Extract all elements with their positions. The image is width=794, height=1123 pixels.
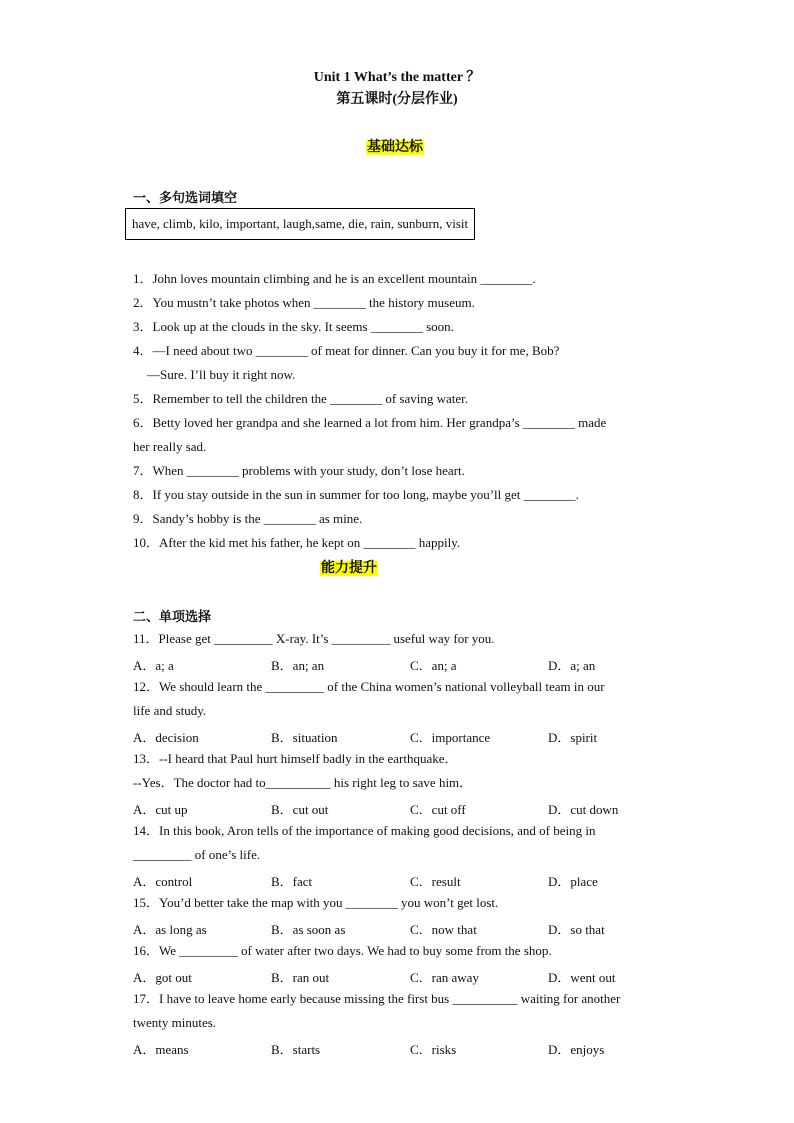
option-d: D．place (548, 874, 598, 889)
part2-heading: 二、单项选择 (133, 609, 212, 624)
option-a: A．got out (133, 970, 192, 985)
option-d: D．so that (548, 922, 605, 937)
option-c: C．result (410, 874, 461, 889)
option-c: C．cut off (410, 802, 466, 817)
option-d: D．went out (548, 970, 616, 985)
option-b: B．as soon as (271, 922, 346, 937)
option-a: A．as long as (133, 922, 207, 937)
option-d: D．spirit (548, 730, 598, 745)
part1-heading: 一、多句选词填空 (133, 190, 238, 205)
option-b: B．ran out (271, 970, 330, 985)
question-line: 9．Sandy’s hobby is the ________ as mine. (133, 511, 363, 526)
question-stem: --Yes．The doctor had to__________ his right leg to save him． (133, 775, 473, 790)
question-line: 6．Betty loved her grandpa and she learned a lot from him. Her grandpa’s ________ made (133, 415, 607, 430)
level-advanced-label: 能力提升 (321, 561, 377, 576)
question-stem: 13．--I heard that Paul hurt himself badly in the earthquake． (133, 751, 458, 766)
question-line: her really sad. (133, 439, 207, 454)
page-title: Unit 1 What’s the matter ？ (313, 70, 481, 85)
option-a: A．means (133, 1042, 189, 1057)
option-d: D．a; an (548, 658, 596, 673)
option-c: C．risks (410, 1042, 457, 1057)
question-stem: 14．In this book, Aron tells of the importance of making good decisions, and of being in (133, 823, 596, 838)
option-b: B．cut out (271, 802, 329, 817)
question-stem: 12．We should learn the _________ of the China women’s national volleyball team in our (133, 679, 605, 694)
option-c: C．ran away (410, 970, 479, 985)
option-b: B．fact (271, 874, 313, 889)
option-c: C．importance (410, 730, 491, 745)
level-basic-label: 基础达标 (367, 140, 423, 155)
question-line: 2．You mustn’t take photos when ________ the history museum. (133, 295, 475, 310)
word-bank-box: have, climb, kilo, important, laugh,same, die, rain, sunburn, visit (125, 208, 475, 240)
question-stem: twenty minutes. (133, 1015, 217, 1030)
question-line: 3．Look up at the clouds in the sky. It seems ________ soon. (133, 319, 454, 334)
question-line: 7．When ________ problems with your study, don’t lose heart. (133, 463, 465, 478)
option-c: C．an; a (410, 658, 457, 673)
option-c: C．now that (410, 922, 477, 937)
option-b: B．situation (271, 730, 338, 745)
level-badge-basic (366, 136, 424, 156)
question-stem: 11．Please get _________ X-ray. It’s _________ useful way for you. (133, 631, 495, 646)
level-badge-advanced (320, 557, 378, 577)
question-line: 4．—I need about two ________ of meat for dinner. Can you buy it for me, Bob? (133, 343, 560, 358)
question-stem: _________ of one’s life. (133, 847, 261, 862)
question-line: 8．If you stay outside in the sun in summer for too long, maybe you’ll get ________. (133, 487, 579, 502)
question-stem: 16．We _________ of water after two days. We had to buy some from the shop. (133, 943, 552, 958)
question-line: 1．John loves mountain climbing and he is an excellent mountain ________. (133, 271, 536, 286)
option-a: A．control (133, 874, 193, 889)
page-subtitle: 第五课时(分层作业) (336, 92, 458, 107)
question-line: 5．Remember to tell the children the ________ of saving water. (133, 391, 469, 406)
option-b: B．starts (271, 1042, 321, 1057)
question-stem: life and study. (133, 703, 207, 718)
option-a: A．a; a (133, 658, 174, 673)
option-a: A．cut up (133, 802, 188, 817)
option-d: D．cut down (548, 802, 619, 817)
question-stem: 15．You’d better take the map with you ________ you won’t get lost. (133, 895, 499, 910)
option-a: A．decision (133, 730, 199, 745)
question-line: 10．After the kid met his father, he kept on ________ happily. (133, 535, 461, 550)
question-stem: 17．I have to leave home early because missing the first bus __________ waiting for another (133, 991, 621, 1006)
option-b: B．an; an (271, 658, 325, 673)
option-d: D．enjoys (548, 1042, 605, 1057)
question-line: —Sure. I’ll buy it right now. (147, 367, 296, 382)
